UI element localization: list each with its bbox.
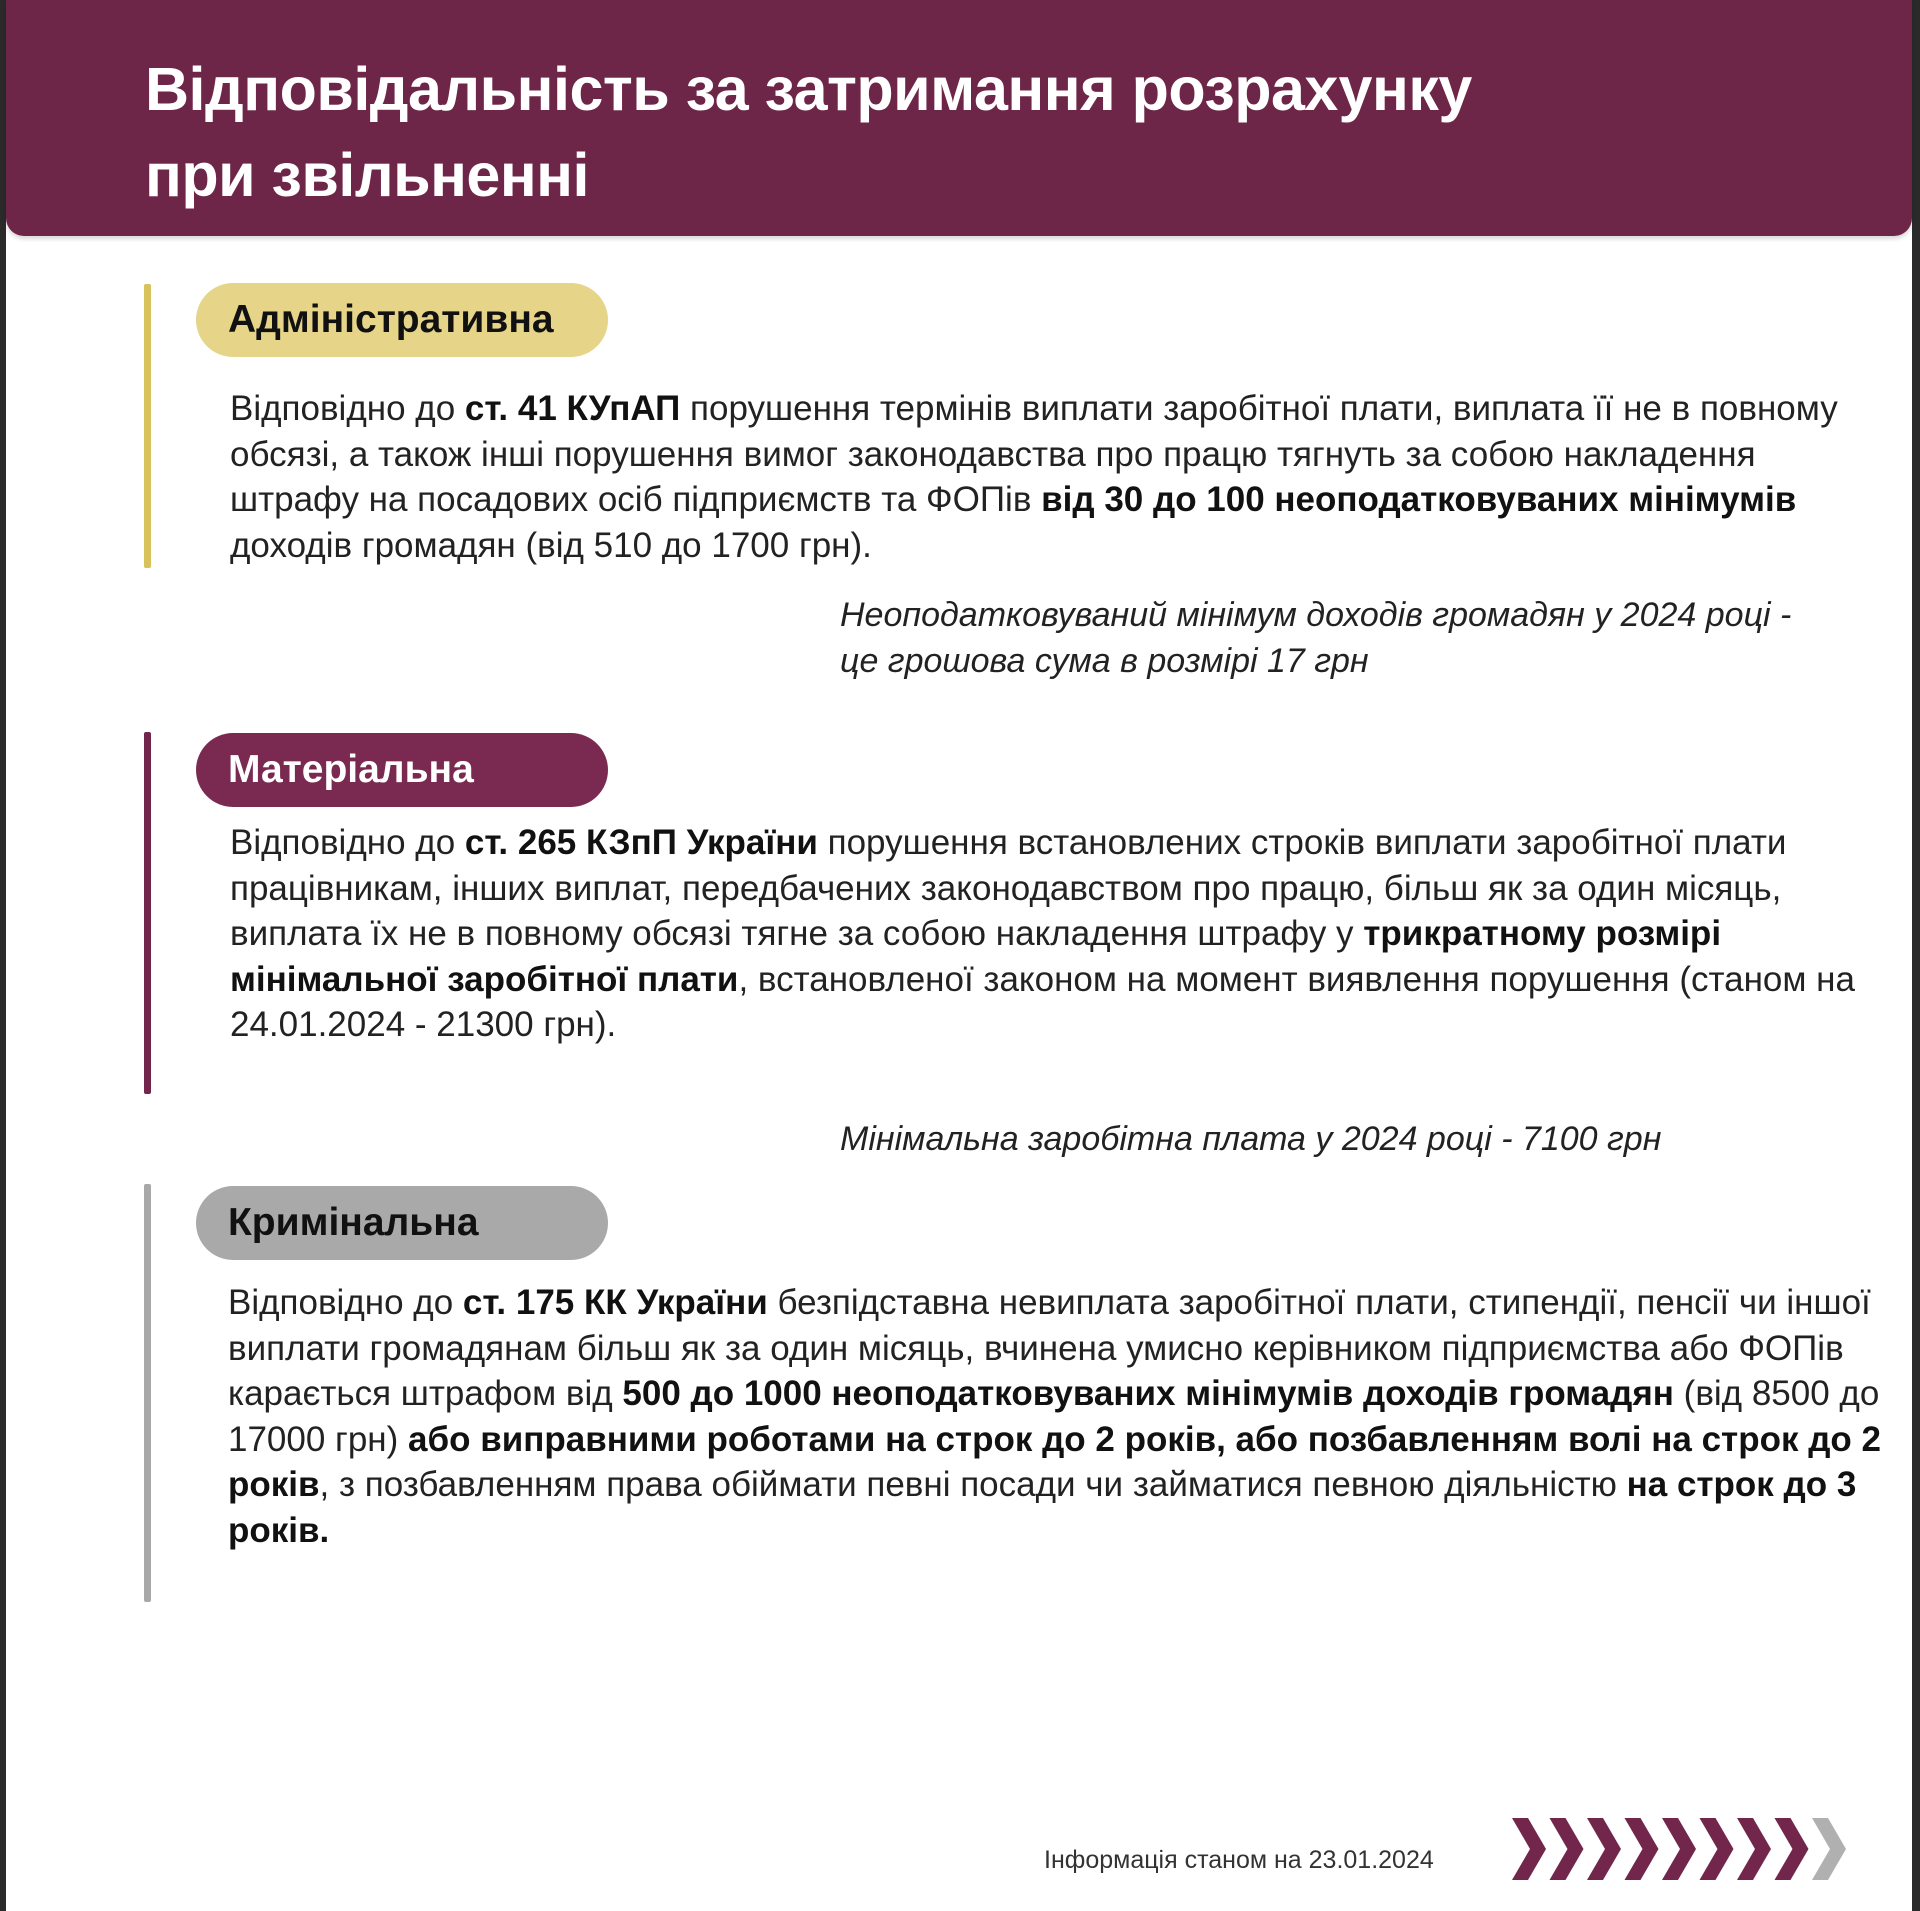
body-text-run: (від 8500 до 17000 грн)	[228, 1374, 1880, 1459]
emphasis-text: 500 до 1000 неоподатковуваних мінімумів доходів громадян	[622, 1374, 1674, 1413]
chevron-icon	[1587, 1818, 1621, 1880]
body-text-run: безпідставна невиплата заробітної плати, стипендії, пенсії чи іншої виплати громадянам більш як за один місяць, вчинена умисно керівником підприємства або ФОПів карається штрафом від	[228, 1283, 1871, 1413]
chevron-arrows-icon	[1506, 1812, 1886, 1886]
section-label-badge: Матеріальна	[196, 733, 608, 807]
chevron-icon	[1662, 1818, 1696, 1880]
chevron-icon	[1812, 1818, 1846, 1880]
chevron-icon	[1512, 1818, 1546, 1880]
chevron-icon	[1625, 1818, 1659, 1880]
emphasis-text: ст. 175 КК України	[462, 1283, 768, 1322]
body-text-run: Відповідно до	[228, 1283, 463, 1322]
footer-info-date: Інформація станом на 23.01.2024	[1044, 1846, 1434, 1874]
page-title-line-2: при звільненні	[145, 141, 589, 209]
page-title	[145, 46, 1785, 218]
section-body	[228, 1280, 1888, 1553]
infographic-page	[6, 0, 1912, 1911]
section-note: Неоподатковуваний мінімум доходів громадян у 2024 році - це грошова сума в розмірі 17 грн	[840, 596, 1792, 680]
chevron-icon	[1775, 1818, 1809, 1880]
chevron-icon	[1550, 1818, 1584, 1880]
body-text-run: , встановленої законом на момент виявлення порушення (станом на 24.01.2024 - 21300 грн).	[230, 959, 1855, 1044]
body-text-run: Відповідно до	[230, 823, 465, 862]
emphasis-text: ст. 41 КУпАП	[464, 389, 681, 428]
section-body	[230, 386, 1890, 568]
body-text-run: порушення встановлених строків виплати заробітної плати працівникам, інших виплат, передбачених законодавством про працю, більш як за один місяць, виплата їх не в повному обсязі тягне за собою накладення штрафу у	[230, 823, 1787, 953]
section-accent-bar	[144, 732, 151, 1094]
section-label-badge: Кримінальна	[196, 1186, 608, 1260]
chevron-icon	[1737, 1818, 1771, 1880]
section-accent-bar	[144, 1184, 151, 1602]
body-text-run: , з позбавленням права обіймати певні посади чи займатися певною діяльністю	[319, 1465, 1627, 1504]
section-note: Мінімальна заробітна плата у 2024 році - 7100 грн	[840, 1120, 1662, 1158]
emphasis-text: на строк до 3 років.	[228, 1465, 1857, 1550]
section-label-badge: Адміністративна	[196, 283, 608, 357]
emphasis-text: від 30 до 100 неоподатковуваних мінімумів	[1041, 480, 1797, 519]
page-title-line-1: Відповідальність за затримання розрахунку	[145, 55, 1472, 123]
header-banner	[6, 0, 1912, 236]
body-text-run: Відповідно до	[230, 389, 465, 428]
body-text-run: доходів громадян (від 510 до 1700 грн).	[230, 525, 872, 565]
section-accent-bar	[144, 284, 151, 568]
section-body	[230, 820, 1890, 1048]
emphasis-text: або виправними роботами на строк до 2 років, або позбавленням волі на строк до 2 років	[228, 1419, 1881, 1504]
body-text-run: порушення термінів виплати заробітної плати, виплата її не в повному обсязі, а також інші порушення вимог законодавства про працю тягнуть за собою накладення штрафу на посадових осіб підприємств та ФОПів	[230, 389, 1838, 519]
emphasis-text: ст. 265 КЗпП України	[464, 823, 818, 862]
emphasis-text: трикратному розмірі мінімальної заробітної плати	[230, 914, 1722, 999]
chevron-icon	[1700, 1818, 1734, 1880]
